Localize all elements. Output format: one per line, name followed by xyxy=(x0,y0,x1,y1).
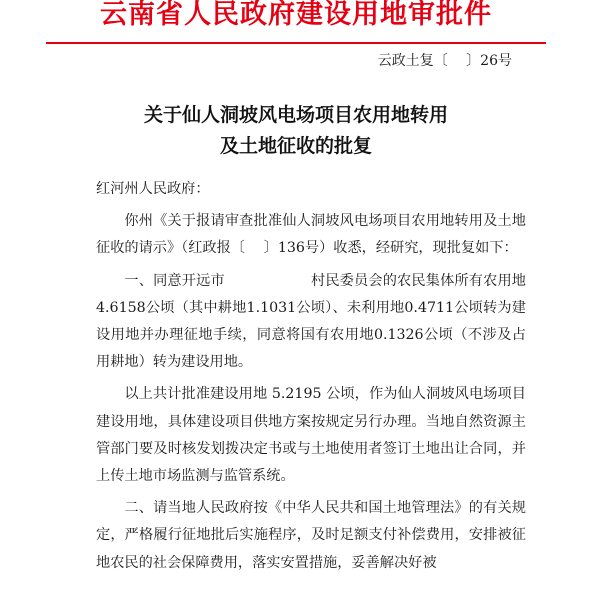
paragraph-approval-2: 二、请当地人民政府按《中华人民共和国土地管理法》的有关规定，严格履行征地批后实施程序，及时足额支付补偿费用，安排被征地农民的社会保障费用，落实安置措施，妥善解决好被 xyxy=(96,500,526,571)
paragraph-total-area: 以上共计批准建设用地 5.2195 公顷，作为仙人洞坡风电场项目建设用地，具体建设项目供地方案按规定另行办理。当地自然资源主管部门要及时核发划拨决定书或与土地使用者签订土地出让合同，并上传土地市场监测与监管系统。 xyxy=(96,386,526,485)
paragraph-request: 你州《关于报请审查批准仙人洞坡风电场项目农用地转用及土地征收的请示》（红政报〔 〕136号）收悉，经研究，现批复如下： xyxy=(96,213,526,257)
paragraph-approval-1 xyxy=(96,268,526,377)
salutation: 红河州人民政府： xyxy=(96,181,210,197)
paragraph-approval-1-start: 一、同意开远市 xyxy=(124,272,225,289)
document-title-line-1: 关于仙人洞坡风电场项目农用地转用 xyxy=(143,104,448,126)
document-header-title: 云南省人民政府建设用地审批件 xyxy=(100,0,492,30)
document-title-line-2: 及土地征收的批复 xyxy=(219,135,372,157)
document-body xyxy=(96,176,526,582)
document-title xyxy=(0,100,592,162)
document-number: 云政土复〔 〕26号 xyxy=(377,53,512,69)
paragraph-approval-1-rest: 村民委员会的农民集体所有农用地4.6158公顷（其中耕地1.1031公顷）、未利用地0.4711公顷转为建设用地并办理征地手续，同意将国有农用地0.1326公顷（不涉及占用耕地）转为建设用地。 xyxy=(96,272,526,371)
header-red-rule xyxy=(46,42,546,44)
